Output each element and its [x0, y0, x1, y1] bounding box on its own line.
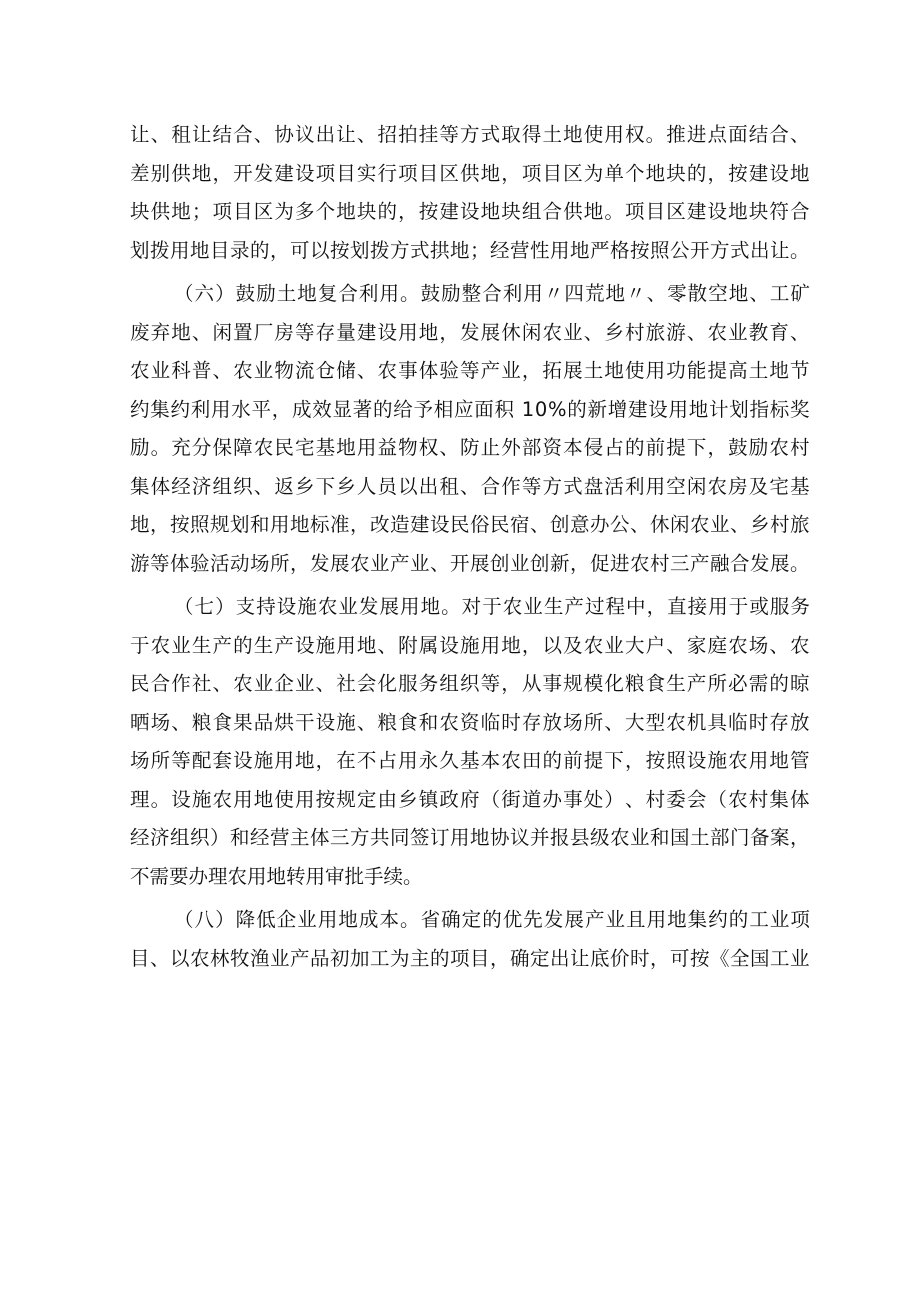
text-line: 经 济 组 织 ） 和 经 营 主 体 三 方 共 同 签 订 用 地 协 议 并 报 县 级 农 业 和 国 土 部 门 备 案 ，	[130, 826, 810, 849]
text-line: 晒 场 、 粮 食 果 品 烘 干 设 施 、 粮 食 和 农 资 临 时 存 放 场 所 、 大 型 农 机 具 临 时 存 放	[130, 710, 810, 734]
paragraph-eight-land-cost	[130, 901, 810, 978]
text-line: （ 八 ） 降 低 企 业 用 地 成 本 。 省 确 定 的 优 先 发 展 产 业 且 用 地 集 约 的 工 业 项	[174, 908, 810, 931]
text-line: 地 ， 按 照 规 划 和 用 地 标 准 ， 改 造 建 设 民 俗 民 宿 、 创 意 办 公 、 休 闲 农 业 、 乡 村 旅	[130, 513, 810, 536]
text-line: 励 。 充 分 保 障 农 民 宅 基 地 用 益 物 权 、 防 止 外 部 资 本 侵 占 的 前 提 下 ， 鼓 励 农 村	[130, 436, 810, 459]
text-line: 废 弃 地 、 闲 置 厂 房 等 存 量 建 设 用 地 ， 发 展 休 闲 农 业 、 乡 村 旅 游 、 农 业 教 育 、	[130, 320, 810, 344]
text-line: 游 等 体 验 活 动 场 所 ， 发 展 农 业 产 业 、 开 展 创 业 创 新 ， 促 进 农 村 三 产 融 合 发 展 。	[130, 551, 810, 575]
text-line: 集 体 经 济 组 织 、 返 乡 下 乡 人 员 以 出 租 、 合 作 等 方 式 盘 活 利 用 空 闲 农 房 及 宅 基	[130, 474, 810, 498]
text-line: 约 集 约 利 用 水 平 ， 成 效 显 著 的 给 予 相 应 面 积 1 0 % 的 新 增 建 设 用 地 计 划 指 标 奖	[130, 397, 810, 421]
text-line: （ 七 ） 支 持 设 施 农 业 发 展 用 地 。 对 于 农 业 生 产 过 程 中 ， 直 接 用 于 或 服 务	[174, 595, 810, 618]
paragraph-land-supply	[130, 116, 810, 270]
text-line: 划 拨 用 地 目 录 的 ， 可 以 按 划 拨 方 式 拱 地 ； 经 营 性 用 地 严 格 按 照 公 开 方 式 出 让 。	[130, 238, 810, 262]
text-line: 差 别 供 地 ， 开 发 建 设 项 目 实 行 项 目 区 供 地 ， 项 目 区 为 单 个 地 块 的 ， 按 建 设 地	[130, 161, 810, 185]
paragraph-six-land-reuse	[130, 275, 810, 583]
paragraph-seven-facility-agriculture	[130, 588, 810, 896]
text-line: 农 业 科 普 、 农 业 物 流 仓 储 、 农 事 体 验 等 产 业 ， 拓 展 土 地 使 用 功 能 提 高 土 地 节	[130, 359, 810, 382]
text-line: 于 农 业 生 产 的 生 产 设 施 用 地 、 附 属 设 施 用 地 ， 以 及 农 业 大 户 、 家 庭 农 场 、 农	[130, 633, 810, 657]
text-line: 块 供 地 ； 项 目 区 为 多 个 地 块 的 ， 按 建 设 地 块 组 合 供 地 。 项 目 区 建 设 地 块 符 合	[130, 200, 810, 223]
text-line: 理 。 设 施 农 用 地 使 用 按 规 定 由 乡 镇 政 府 （ 街 道 办 事 处 ） 、 村 委 会 （ 农 村 集 体	[130, 787, 810, 811]
text-line: 民 合 作 社 、 农 业 企 业 、 社 会 化 服 务 组 织 等 ， 从 事 规 模 化 粮 食 生 产 所 必 需 的 晾	[130, 672, 810, 695]
text-line: 场 所 等 配 套 设 施 用 地 ， 在 不 占 用 永 久 基 本 农 田 的 前 提 下 ， 按 照 设 施 农 用 地 管	[130, 749, 810, 772]
document-page	[130, 116, 810, 978]
text-line: 不需要办理农用地转用审批手续。	[130, 864, 423, 888]
text-line: （ 六 ） 鼓 励 土 地 复 合 利 用 。 鼓 励 整 合 利 用 〃 四 荒 地 〃 、 零 散 空 地 、 工 矿	[174, 282, 810, 305]
text-line: 让 、 租 让 结 合 、 协 议 出 让 、 招 拍 挂 等 方 式 取 得 土 地 使 用 权 。 推 进 点 面 结 合 、	[130, 123, 810, 146]
text-line: 目 、 以 农 林 牧 渔 业 产 品 初 加 工 为 主 的 项 目 ， 确 定 出 让 底 价 时 ， 可 按 《 全 国 工 业	[130, 946, 810, 970]
